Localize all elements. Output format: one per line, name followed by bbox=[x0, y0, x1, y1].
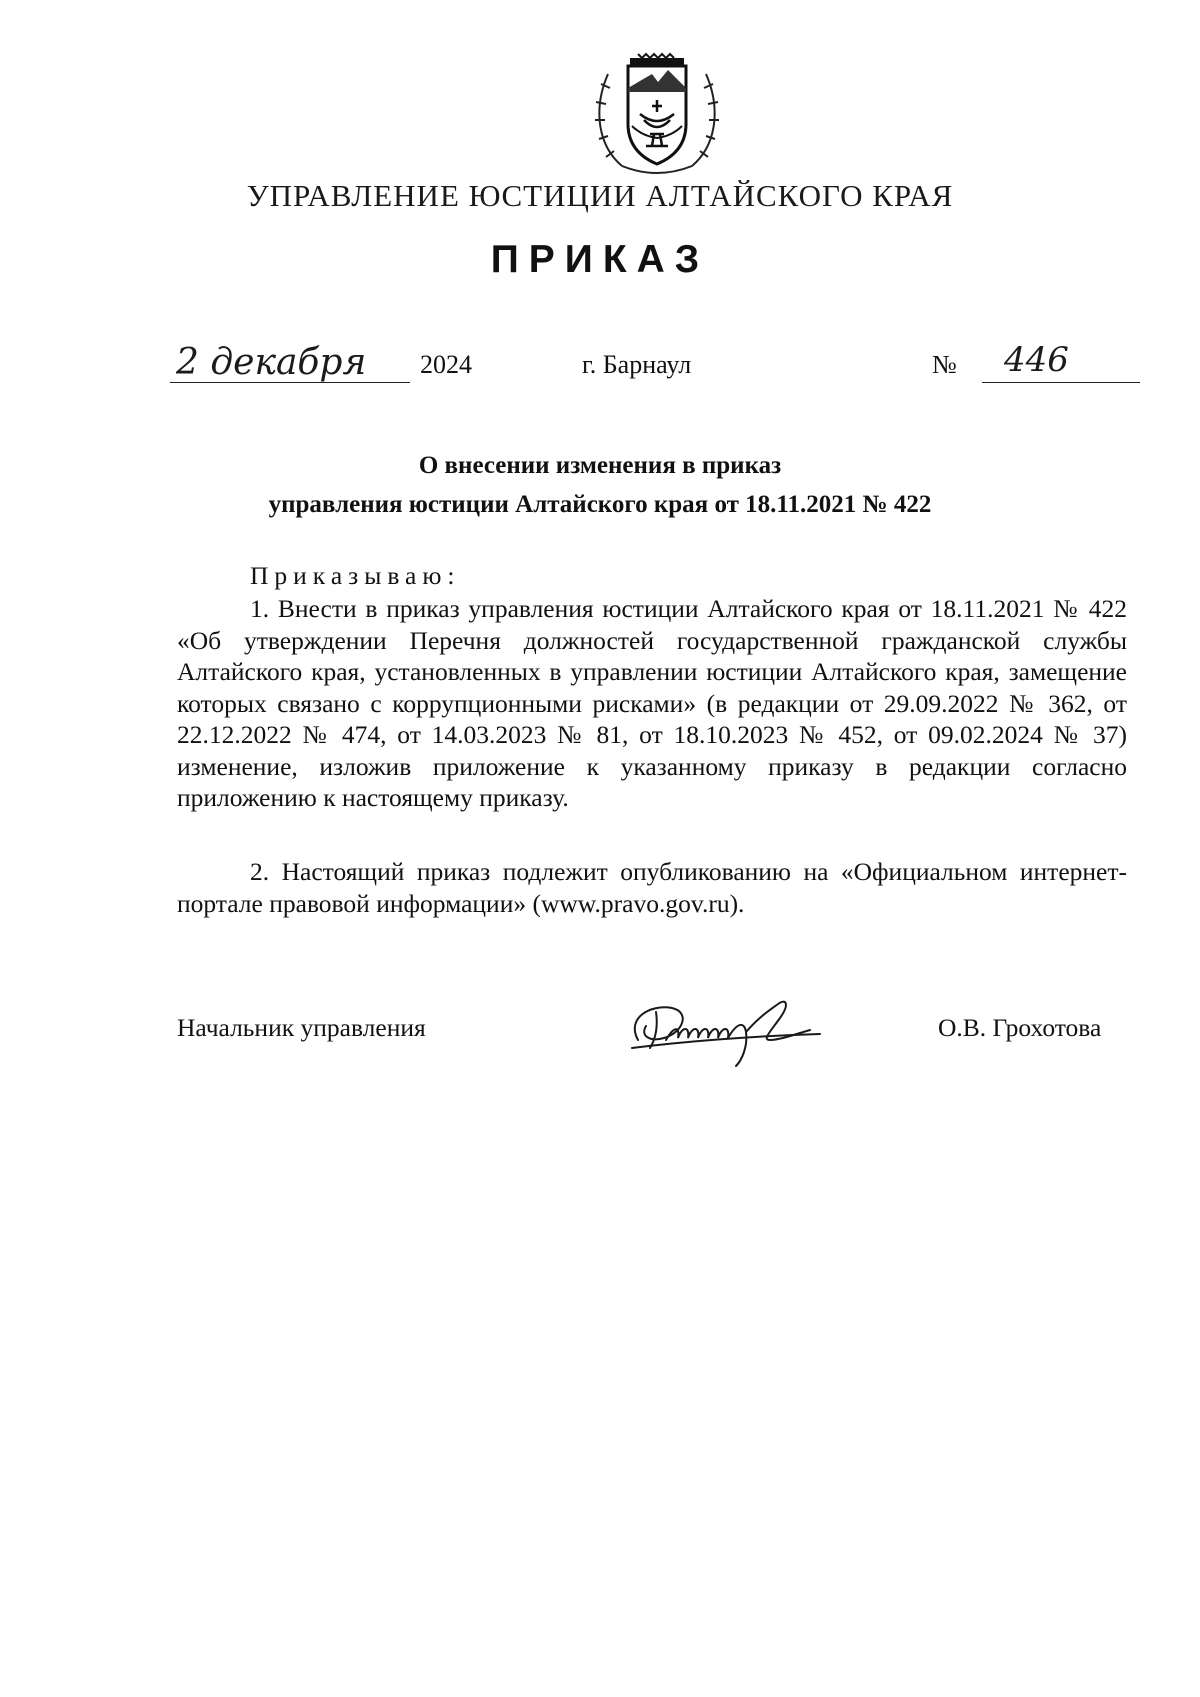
city-label: г. Барнаул bbox=[582, 350, 692, 379]
handwritten-date: 2 декабря bbox=[176, 342, 367, 383]
paragraph-2: 2. Настоящий приказ подлежит опубликованию на «Официальном интернет-портале правовой информации» (www.pravo.gov.ru). bbox=[177, 857, 1127, 918]
document-title-line-2: управления юстиции Алтайского края от 18.11.2021 № 422 bbox=[268, 491, 932, 518]
date-underline bbox=[170, 382, 410, 383]
date-year: 2024 bbox=[420, 350, 472, 379]
signatory-name: О.В. Грохотова bbox=[938, 1013, 1102, 1042]
order-word: Приказываю: bbox=[250, 561, 461, 590]
handwritten-number: 446 bbox=[1004, 340, 1069, 380]
paragraph-1: 1. Внести в приказ управления юстиции Алтайского края от 18.11.2021 № 422 «Об утверждении Перечня должностей государственной гражданской службы Алтайского края, установленных в управлении юстиции Алтайского края, замещение которых связано с коррупционными рисками» (в редакции от 29.09.2022 № 362, от 22.12.2022 № 474, от 14.03.2023 № 81, от 18.10.2023 № 452, от 09.02.2024 № 37) изменение, изложив приложение к указанному приказу в редакции согласно приложению к настоящему приказу. bbox=[177, 594, 1127, 812]
number-underline bbox=[982, 382, 1140, 383]
organization-name: УПРАВЛЕНИЕ ЮСТИЦИИ АЛТАЙСКОГО КРАЯ bbox=[246, 178, 954, 213]
signatory-position: Начальник управления bbox=[177, 1013, 426, 1042]
document-type-heading: ПРИКАЗ bbox=[490, 238, 710, 281]
coat-of-arms-icon bbox=[592, 48, 722, 180]
handwritten-signature-icon bbox=[620, 990, 850, 1070]
number-label: № bbox=[932, 350, 957, 379]
document-title-line-1: О внесении изменения в приказ bbox=[418, 452, 782, 479]
